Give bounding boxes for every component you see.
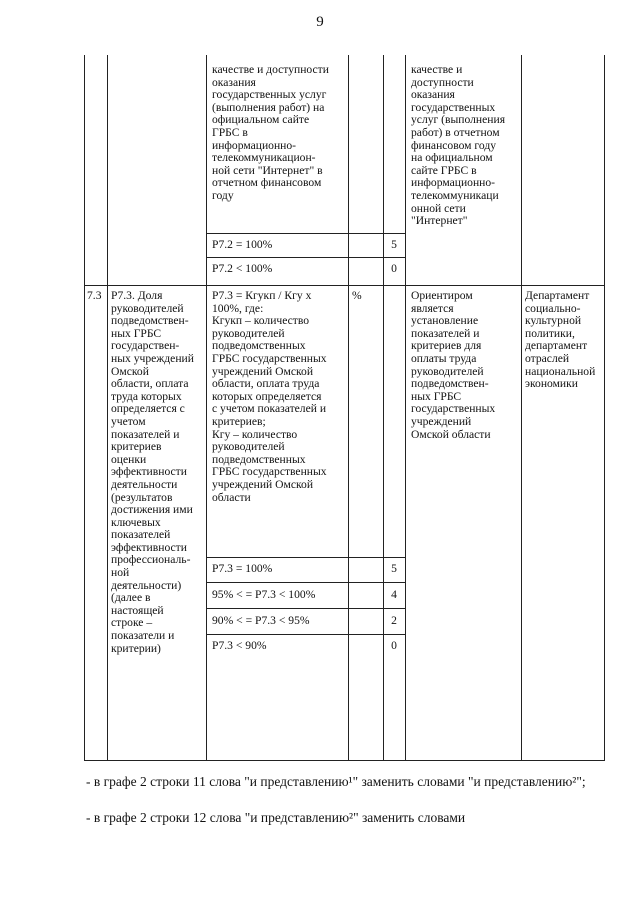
criterion-formula-text: качестве и доступности оказания государственных услуг (выполнения работ) на официальном сайте ГРБС в информационно- телекоммуникацион- ной сети "Интернет" в отчетном финансовом году: [212, 63, 329, 202]
responsible-body: Департамент социально- культурной политики, департамент отраслей национальной экономики: [525, 289, 596, 391]
table-border-bottom: [84, 760, 605, 761]
score-value: 0: [391, 639, 397, 652]
table-border-left: [84, 55, 85, 760]
guideline-text: Ориентиром является установление показателей и критериев для оплаты труда руководителей подведомствен- ных ГРБС государственных учреждений Омской области: [411, 289, 496, 441]
unit: %: [352, 289, 362, 302]
page-number: 9: [316, 14, 324, 30]
criterion-name: Р7.3. Доля руководителей подведомствен- ных ГРБС государствен- ных учреждений Омской области, оплата труда которых определяется с учетом показателей и критериев оценки эффективности деятельности (результатов достижения ими ключевых показателей эффективности профессиональ- ной деятельности) (далее в настоящей строке – показатели и критерии): [111, 289, 194, 655]
col-divider-3: [348, 55, 349, 760]
col-divider-5: [405, 55, 406, 760]
col-divider-2: [206, 55, 207, 760]
score-condition: 90% < = Р7.3 < 95%: [212, 614, 310, 627]
score-value: 5: [391, 562, 397, 575]
guideline-text: качестве и доступности оказания государственных услуг (выполнения работ) в отчетном финансовом году на официальном сайте ГРБС в информационно- телекоммуникаци онной сети "Интернет": [411, 63, 506, 228]
score-condition: Р7.2 = 100%: [212, 238, 273, 251]
score-condition: Р7.3 = 100%: [212, 562, 273, 575]
score-line-4: [206, 582, 406, 583]
score-line-1: [206, 233, 406, 234]
score-line-6: [206, 634, 406, 635]
score-line-5: [206, 608, 406, 609]
amendment-paragraph: - в графе 2 строки 11 слова "и представлению¹" заменить словами "и представлению²";: [86, 774, 586, 789]
amendment-paragraph: - в графе 2 строки 12 слова "и представлению²" заменить словами: [86, 810, 466, 825]
col-divider-4: [383, 55, 384, 760]
score-condition: Р7.2 < 100%: [212, 262, 273, 275]
col-divider-6: [521, 55, 522, 760]
score-value: 4: [391, 588, 397, 601]
score-line-3: [206, 557, 406, 558]
score-value: 5: [391, 238, 397, 251]
score-line-2: [206, 257, 406, 258]
col-divider-1: [107, 55, 108, 760]
score-condition: 95% < = Р7.3 < 100%: [212, 588, 316, 601]
table-border-right: [604, 55, 605, 760]
score-value: 2: [391, 614, 397, 627]
row-divider: [84, 285, 605, 286]
score-condition: Р7.3 < 90%: [212, 639, 267, 652]
row-number: 7.3: [87, 289, 102, 302]
criterion-formula-text: Р7.3 = Кгукп / Кгу х 100%, где: Кгукп – количество руководителей подведомственных ГРБС государственных учреждений Омской области, оплата труда которых определяется с учетом показателей и критериев; Кгу – количество руководителей подведомственных ГРБС государственных учреждений Омской области: [212, 289, 327, 504]
score-value: 0: [391, 262, 397, 275]
